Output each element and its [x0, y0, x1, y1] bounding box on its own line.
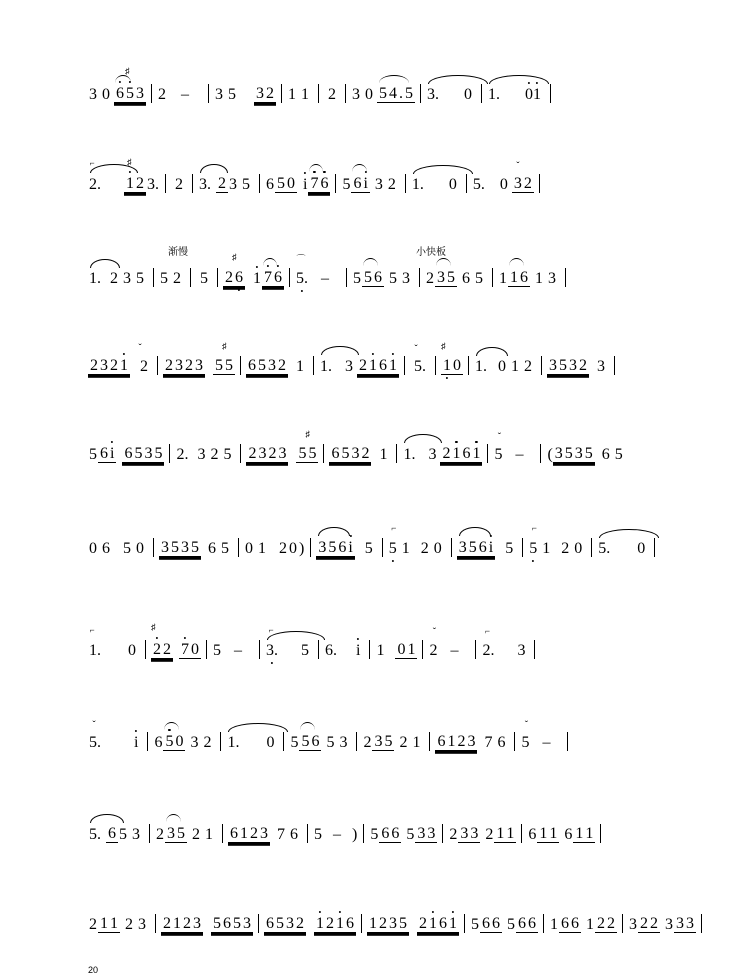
measure: 0 6 5 0 [89, 540, 144, 557]
barline [466, 174, 467, 193]
measure: ⌐ 5 1 2 0 [388, 523, 442, 557]
barline [522, 538, 523, 557]
measure: ⌐ 5 1 2 0 [529, 523, 583, 557]
barline [153, 268, 154, 287]
measure: 5 – ) [314, 826, 358, 843]
measure: 5 – [213, 642, 242, 659]
barline [435, 356, 436, 375]
measure: 1. 0 [411, 176, 461, 193]
barline [404, 356, 405, 375]
measure: 2 2 ♯ 7 0 [151, 622, 199, 658]
measure: ˇ 5. [414, 344, 426, 375]
measure: ⌐ 2. 3 [482, 626, 526, 659]
measure: ˇ 2 – [429, 627, 459, 659]
barline [600, 824, 601, 843]
barline [539, 174, 540, 193]
measure: 0 1 2 0 ) [245, 540, 305, 557]
measure: 6 1 1 6 1 1 [528, 825, 594, 843]
measure: 3 0 5 4 . 5 [351, 85, 415, 103]
barline [591, 538, 592, 557]
barline [481, 84, 482, 103]
barline [220, 732, 221, 751]
measure: ⌐ 1. 0 [89, 625, 136, 659]
measure: 5 6 6 5 3 3 [370, 825, 436, 843]
barline [429, 732, 430, 751]
score-system-3 [88, 243, 688, 307]
barline [335, 174, 336, 193]
measure: 2 3 2 1 2 ˇ [90, 343, 148, 375]
barline [487, 444, 488, 463]
barline [540, 444, 541, 463]
score-system-2 [88, 158, 688, 222]
barline [310, 538, 311, 557]
measure: 1 1 6 1 3 [498, 269, 560, 287]
notation-line [88, 429, 627, 463]
measure: 3 5 6 i 5 [457, 539, 517, 557]
barline [208, 84, 209, 103]
measure: 3 5 3 2 3 [549, 357, 605, 375]
measure: 6 5 3 2 1 [331, 445, 388, 463]
notation-line [88, 622, 540, 659]
barline [283, 732, 284, 751]
barline [192, 174, 193, 193]
page-number: 20 [88, 965, 99, 975]
barline [356, 732, 357, 751]
barline [149, 824, 150, 843]
barline [222, 824, 223, 843]
measure: ( 3 5 3 5 6 5 [547, 445, 623, 463]
notation-line [88, 720, 573, 751]
barline [567, 732, 568, 751]
barline [346, 268, 347, 287]
measure: 3 5 6 i 5 [316, 539, 376, 557]
barline [147, 732, 148, 751]
barline [313, 356, 314, 375]
measure: 2 3 3 2 1 1 [449, 825, 515, 843]
barline [281, 84, 282, 103]
barline [614, 356, 615, 375]
measure: 2 1 2 3 5 6 5 3 [163, 915, 251, 932]
barline [541, 356, 542, 375]
measure: 3. 2 3 5 [198, 175, 254, 193]
measure: 1. 3 2 1 6 1 [402, 445, 482, 463]
notation-line [88, 523, 660, 557]
measure: ˇ 5 – [521, 720, 551, 751]
measure: 6 5 3 2 1 2 1 6 [266, 915, 354, 932]
barline [165, 174, 166, 193]
notation-line [88, 66, 556, 103]
measure: 1. 2 3 5 [88, 270, 148, 287]
barline [259, 640, 260, 659]
barline [145, 640, 146, 659]
measure: 5 [200, 270, 208, 287]
measure: 2 3 2 3 5 5 ♯ [248, 429, 317, 462]
measure: ⌒ 5. – [296, 254, 329, 287]
score-system-8 [88, 716, 688, 780]
barline [289, 268, 290, 287]
measure: 5 6 i 3 2 [341, 175, 399, 193]
measure: ⌐ 3. 5 [265, 642, 313, 659]
measure: 2. 3 2 5 [176, 446, 232, 463]
barline [217, 268, 218, 287]
measure: ˇ 5 – [494, 432, 524, 463]
barline [422, 640, 423, 659]
measure: 6 5 3 2 1 [248, 357, 304, 375]
measure: 3 2 2 3 3 3 [629, 915, 694, 933]
barline [396, 444, 397, 463]
barline [543, 914, 544, 933]
barline [157, 356, 158, 375]
barline [550, 84, 551, 103]
barline [258, 914, 259, 933]
measure: 2 3 5 2 1 [363, 733, 421, 751]
barline [206, 640, 207, 659]
barline [419, 268, 420, 287]
barline [492, 268, 493, 287]
measure: 6 5 0 i 7 6 [265, 175, 330, 193]
barline [153, 538, 154, 557]
measure: 2 6 ♯ 1 7 6 [225, 252, 282, 287]
barline [565, 268, 566, 287]
barline [190, 268, 191, 287]
measure: 5 6 i 6 5 3 5 [89, 445, 163, 463]
measure: 6 1 2 3 7 6 [437, 733, 506, 751]
measure: 2 1 1 2 3 [89, 915, 146, 933]
barline [654, 538, 655, 557]
measure: 1 0 1 [376, 641, 416, 659]
barline [318, 640, 319, 659]
barline [240, 444, 241, 463]
barline [345, 84, 346, 103]
barline [451, 538, 452, 557]
measure: 5 6 6 5 6 6 [471, 915, 536, 933]
barline [155, 914, 156, 933]
measure: 3 0 6 5 3 ♯ [89, 66, 144, 103]
measure: 3. 0 [426, 86, 476, 103]
measure: 1 2 3 5 2 1 6 1 [369, 915, 457, 932]
barline [318, 84, 319, 103]
measure: 5. 6 5 3 [88, 825, 144, 843]
barline [363, 824, 364, 843]
measure: 1. 0 [226, 734, 278, 751]
barline [238, 538, 239, 557]
measure: 1. 01 [487, 86, 545, 103]
notation-line [88, 914, 707, 933]
measure: 1 0 ♯ [441, 341, 461, 374]
barline [420, 84, 421, 103]
barline [442, 824, 443, 843]
barline [307, 824, 308, 843]
barline [369, 640, 370, 659]
score-system-10 [88, 898, 694, 962]
score-system-9 [88, 808, 688, 872]
measure: ⌐ 2. 1 2 ♯ 3. [89, 157, 159, 193]
measure: 2 – [158, 86, 189, 103]
barline [534, 640, 535, 659]
measure: 6 5 0 3 2 [153, 733, 215, 751]
score-system-6 [88, 522, 688, 586]
barline [464, 914, 465, 933]
barline [259, 174, 260, 193]
barline [151, 84, 152, 103]
notation-line [88, 341, 620, 375]
measure: 5 5 6 5 3 [352, 269, 414, 287]
barline [468, 356, 469, 375]
notation-line [88, 824, 606, 843]
barline [622, 914, 623, 933]
barline [405, 174, 406, 193]
measure: 5. 0 3 2 ˇ [472, 161, 532, 193]
measure: 3 5 3 5 6 5 [161, 539, 229, 557]
score-system-1 [88, 68, 688, 132]
measure: 5. 0 [597, 540, 649, 557]
score-system-4 [88, 340, 688, 404]
notation-line [88, 157, 545, 193]
measure: 5 5 6 5 3 [289, 733, 351, 751]
measure: 5 2 [160, 270, 181, 287]
barline [514, 732, 515, 751]
barline [240, 356, 241, 375]
measure: 1 6 6 1 2 2 [550, 915, 615, 933]
measure: 2 [328, 86, 336, 103]
measure: 6. i [325, 642, 361, 659]
measure: 2 3 2 3 5 5 ♯ [165, 341, 233, 374]
measure: 2 3 5 6 5 [425, 269, 487, 287]
barline [701, 914, 702, 933]
measure: 2 [175, 176, 183, 193]
score-system-5 [88, 428, 688, 492]
tempo-annotation-slowing: 渐慢 [168, 247, 188, 258]
measure: 1. 0 1 2 [474, 358, 536, 375]
measure: ˇ 5. i [89, 720, 139, 751]
measure: 6 1 2 3 7 6 [230, 825, 298, 843]
barline [361, 914, 362, 933]
measure: 3 5 3 2 1 1 [215, 85, 309, 103]
barline [521, 824, 522, 843]
barline [323, 444, 324, 463]
barline [382, 538, 383, 557]
barline [169, 444, 170, 463]
tempo-annotation-allegretto: 小快板 [416, 247, 446, 258]
measure: 1. 3 2 1 6 1 [319, 357, 399, 375]
measure: 2 3 5 2 1 [155, 825, 217, 843]
barline [475, 640, 476, 659]
score-system-7 [88, 620, 688, 684]
